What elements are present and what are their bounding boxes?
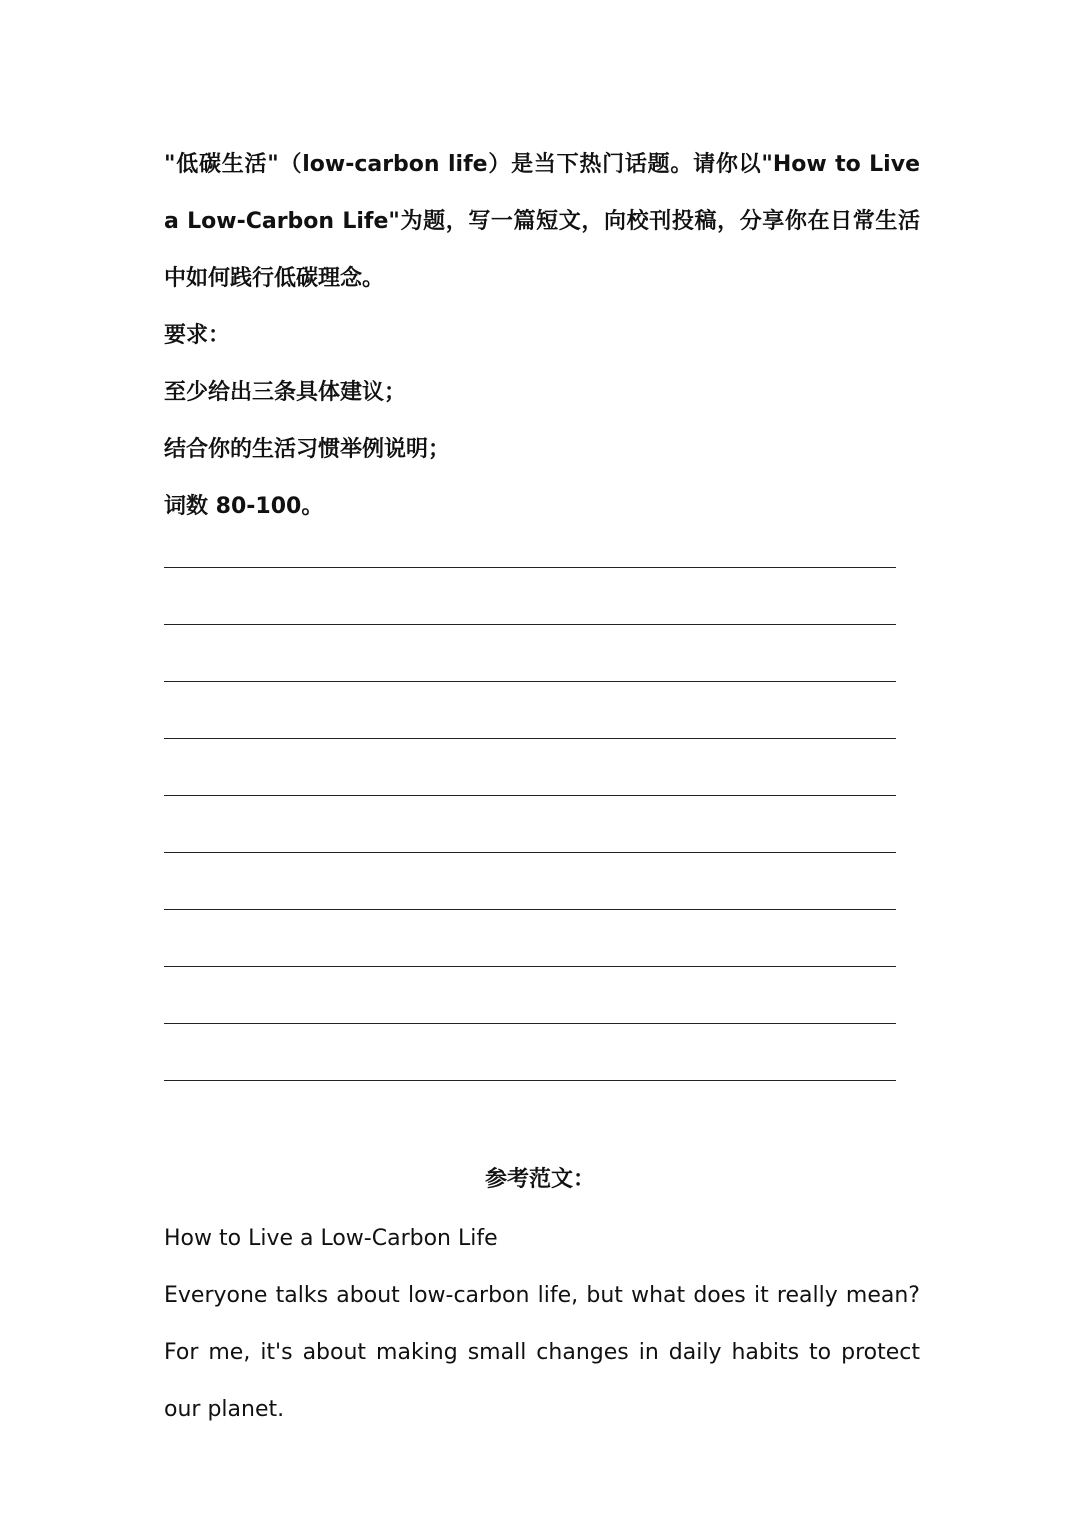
requirement-item: 结合你的生活习惯举例说明；: [164, 437, 451, 462]
answer-line: [164, 967, 896, 1024]
answer-line: [164, 739, 896, 796]
answer-line: [164, 796, 896, 853]
prompt-intro: "低碳生活"（low-carbon life）是当下热门话题。请你以"How to Live a Low-Carbon Life"为题，写一篇短文，向校刊投稿，分享你在日常生活中如何践行低碳理念。: [164, 152, 920, 291]
answer-lines: [164, 568, 896, 1138]
reference-heading: 参考范文：: [484, 1167, 595, 1192]
answer-line: [164, 568, 896, 625]
answer-line: [164, 682, 896, 739]
answer-line: [164, 853, 896, 910]
essay-title: How to Live a Low-Carbon Life: [164, 1226, 498, 1251]
requirements-label: 要求：: [164, 323, 231, 348]
essay-body: Everyone talks about low-carbon life, but what does it really mean? For me, it's about making small changes in daily habits to protect our planet.: [164, 1283, 920, 1422]
answer-line: [164, 511, 896, 568]
reference-essay: [164, 1210, 920, 1438]
requirement-item: 词数 80-100。: [164, 494, 324, 519]
writing-prompt: [164, 136, 920, 535]
requirement-item: 至少给出三条具体建议；: [164, 380, 407, 405]
answer-line: [164, 910, 896, 967]
answer-line: [164, 625, 896, 682]
answer-line: [164, 1024, 896, 1081]
